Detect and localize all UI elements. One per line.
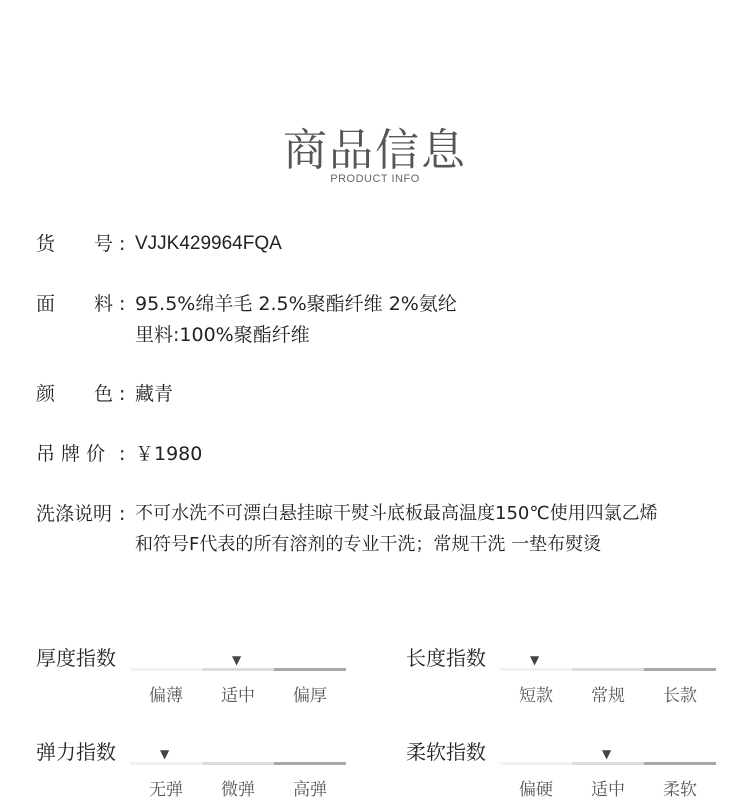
color-row: [36, 379, 636, 409]
softness-bar-segment: [500, 762, 572, 765]
sku-value: VJJK429964FQA: [135, 233, 282, 254]
wash-row: [36, 499, 736, 561]
price-label: 吊 牌 价: [36, 443, 106, 465]
color-label-b: 色: [94, 383, 114, 405]
thickness-bar-segment: [274, 668, 346, 671]
triangle-down-icon: ▼: [602, 747, 612, 761]
triangle-down-icon: ▼: [530, 653, 540, 667]
sku-label-b: 号: [94, 233, 114, 255]
length-bar-segment: [572, 668, 644, 671]
softness-scale: [406, 736, 736, 800]
softness-bar-segment: [644, 762, 716, 765]
sku-row: [36, 229, 636, 259]
fabric-label-a: 面: [36, 293, 56, 315]
thickness-scale: [36, 642, 366, 706]
length-scale: [406, 642, 736, 706]
elasticity-option-2: 微弹: [221, 780, 255, 800]
length-option-2: 常规: [591, 686, 625, 706]
triangle-down-icon: ▼: [160, 747, 170, 761]
price-row: [36, 439, 636, 469]
fabric-value-line2: 里料:100%聚酯纤维: [135, 324, 310, 346]
fabric-value-line1: 95.5%绵羊毛 2.5%聚酯纤维 2%氨纶: [135, 293, 457, 315]
elasticity-option-3: 高弹: [293, 780, 327, 800]
thickness-option-1: 偏薄: [149, 686, 183, 706]
fabric-label-b: 料: [94, 293, 114, 315]
sku-colon: :: [119, 233, 126, 255]
wash-label: 洗涤说明: [36, 503, 113, 525]
softness-option-2: 适中: [591, 780, 625, 800]
color-value: 藏青: [135, 383, 174, 405]
elasticity-bar-segment: [274, 762, 346, 765]
softness-scale-name: 柔软指数: [406, 740, 486, 764]
thickness-bar-segment: [202, 668, 274, 671]
length-bar-segment: [500, 668, 572, 671]
fabric-row: [36, 289, 686, 351]
elasticity-bar-segment: [202, 762, 274, 765]
wash-value-line2: 和符号F代表的所有溶剂的专业干洗；常规干洗 一垫布熨烫: [135, 534, 602, 555]
length-option-3: 长款: [663, 686, 697, 706]
price-colon: :: [119, 443, 126, 465]
thickness-option-2: 适中: [221, 686, 255, 706]
elasticity-option-1: 无弹: [149, 780, 183, 800]
price-value: ￥1980: [135, 443, 203, 465]
page-subtitle: PRODUCT INFO: [330, 173, 420, 185]
elasticity-bar-segment: [130, 762, 202, 765]
length-scale-name: 长度指数: [406, 646, 486, 670]
softness-option-3: 柔软: [663, 780, 697, 800]
sku-label-a: 货: [36, 233, 56, 255]
wash-colon: :: [119, 503, 126, 525]
thickness-option-3: 偏厚: [293, 686, 327, 706]
triangle-down-icon: ▼: [232, 653, 242, 667]
color-colon: :: [119, 383, 126, 405]
thickness-bar-segment: [130, 668, 202, 671]
length-bar-segment: [644, 668, 716, 671]
page-title: 商品信息: [283, 125, 467, 176]
color-label-a: 颜: [36, 383, 56, 405]
softness-bar-segment: [572, 762, 644, 765]
softness-option-1: 偏硬: [519, 780, 553, 800]
elasticity-scale: [36, 736, 366, 800]
fabric-colon: :: [119, 293, 126, 315]
elasticity-scale-name: 弹力指数: [36, 740, 116, 764]
length-option-1: 短款: [519, 686, 553, 706]
thickness-scale-name: 厚度指数: [36, 646, 116, 670]
wash-value-line1: 不可水洗不可漂白悬挂晾干熨斗底板最高温度150℃使用四氯乙烯: [135, 503, 658, 524]
